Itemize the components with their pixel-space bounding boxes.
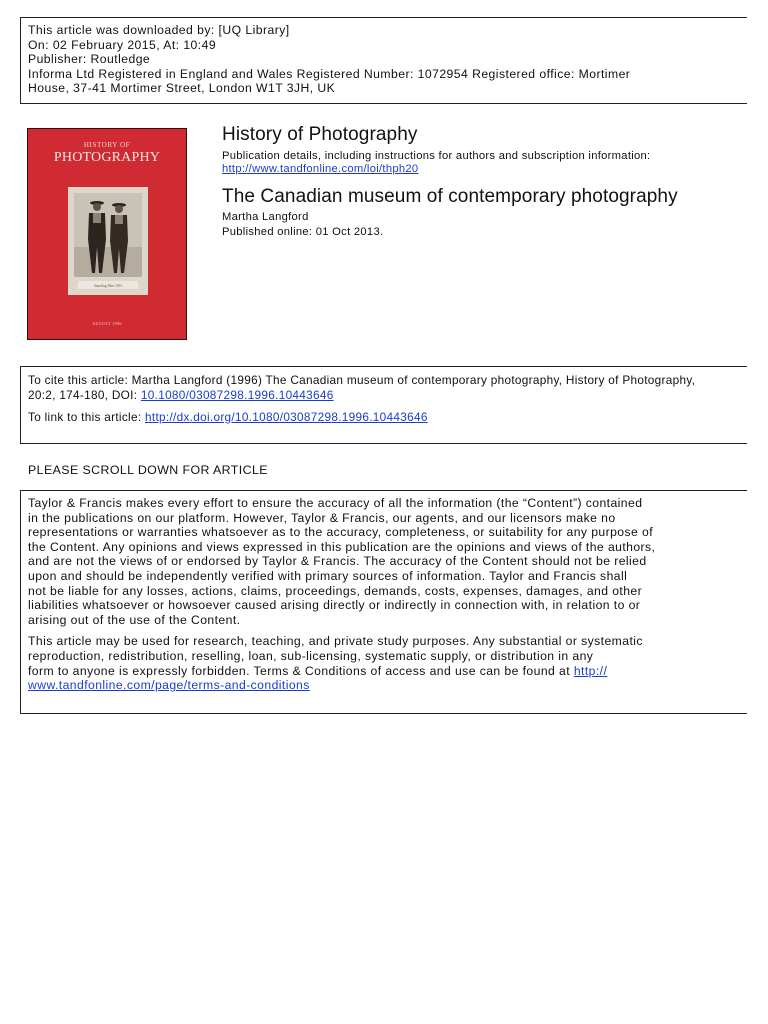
- scroll-down-notice: PLEASE SCROLL DOWN FOR ARTICLE: [28, 463, 268, 477]
- disclaimer-line: arising out of the use of the Content.: [28, 612, 241, 627]
- disclaimer-line: [28, 678, 747, 693]
- disclaimer-line: the Content. Any opinions and views expressed in this publication are the opinions and views of the authors,: [28, 539, 656, 554]
- journal-cover-image: [27, 128, 187, 340]
- citation-box: [20, 366, 747, 444]
- registered-office-text-1: Informa Ltd Registered in England and Wales Registered Number: 1072954 Registered office: Mortimer: [28, 66, 631, 81]
- registered-office-text-2: House, 37-41 Mortimer Street, London W1T 3JH, UK: [28, 81, 336, 96]
- published-online-date: Published online: 01 Oct 2013.: [222, 226, 384, 238]
- journal-title: History of Photography: [222, 124, 418, 145]
- disclaimer-line: not be liable for any losses, actions, claims, proceedings, demands, costs, expenses, damages, and other: [28, 583, 643, 598]
- terms-text: form to anyone is expressly forbidden. Terms & Conditions of access and use can be found at: [28, 663, 574, 678]
- disclaimer-line: This article may be used for research, teaching, and private study purposes. Any substantial or systematic: [28, 634, 643, 649]
- journal-link[interactable]: http://www.tandfonline.com/loi/thph20: [222, 163, 419, 175]
- citation-line-2: [28, 388, 747, 403]
- article-url-link[interactable]: http://dx.doi.org/10.1080/03087298.1996.10443646: [145, 409, 428, 424]
- disclaimer-paragraph-1: [28, 496, 747, 627]
- disclaimer-box: [20, 490, 747, 714]
- disclaimer-line: in the publications on our platform. However, Taylor & Francis, our agents, and our licensors make no: [28, 510, 616, 525]
- disclaimer-line: and are not the views of or endorsed by Taylor & Francis. The accuracy of the Content should not be relied: [28, 554, 647, 569]
- disclaimer-line: representations or warranties whatsoever as to the accuracy, completeness, or suitability for any purpose of: [28, 525, 654, 540]
- publisher-text: Publisher: Routledge: [28, 52, 151, 67]
- disclaimer-line: upon and should be independently verified with primary sources of information. Taylor and Francis shall: [28, 568, 628, 583]
- publication-details-text: Publication details, including instructions for authors and subscription information:: [222, 150, 651, 162]
- cover-title-large: PHOTOGRAPHY: [53, 150, 161, 165]
- download-info-box: [20, 17, 747, 104]
- disclaimer-paragraph-2: [28, 634, 747, 692]
- cover-photo-caption: Standing Men 1901: [93, 284, 123, 288]
- disclaimer-line: Taylor & Francis makes every effort to ensure the accuracy of all the information (the “Content”) contained: [28, 496, 643, 510]
- cover-photograph: [68, 187, 148, 295]
- to-link-label: To link to this article:: [28, 409, 145, 424]
- disclaimer-line: reproduction, redistribution, reselling, loan, sub-licensing, systematic supply, or distribution in any: [28, 648, 594, 663]
- doi-link[interactable]: 10.1080/03087298.1996.10443646: [140, 387, 334, 402]
- download-date-text: On: 02 February 2015, At: 10:49: [28, 37, 217, 52]
- citation-prefix: 20:2, 174-180, DOI:: [28, 387, 141, 402]
- article-title: The Canadian museum of contemporary photography: [222, 186, 678, 207]
- to-link-row: [28, 410, 747, 425]
- downloaded-by-text: This article was downloaded by: [UQ Library]: [28, 23, 290, 37]
- cover-footer-text: AUGUST 1996: [92, 321, 122, 326]
- disclaimer-line: [28, 664, 747, 679]
- terms-link-part-2[interactable]: www.tandfonline.com/page/terms-and-conditions: [28, 678, 310, 693]
- disclaimer-line: liabilities whatsoever or howsoever caused arising directly or indirectly in connection with, in relation to or: [28, 598, 641, 613]
- article-author: Martha Langford: [222, 211, 309, 223]
- terms-link-part-1[interactable]: http://: [573, 663, 608, 678]
- cover-photo-figures: [68, 187, 148, 295]
- citation-line-1: To cite this article: Martha Langford (1996) The Canadian museum of contemporary photography, History of Photography,: [28, 373, 696, 387]
- cover-title-small: HISTORY OF: [83, 141, 131, 149]
